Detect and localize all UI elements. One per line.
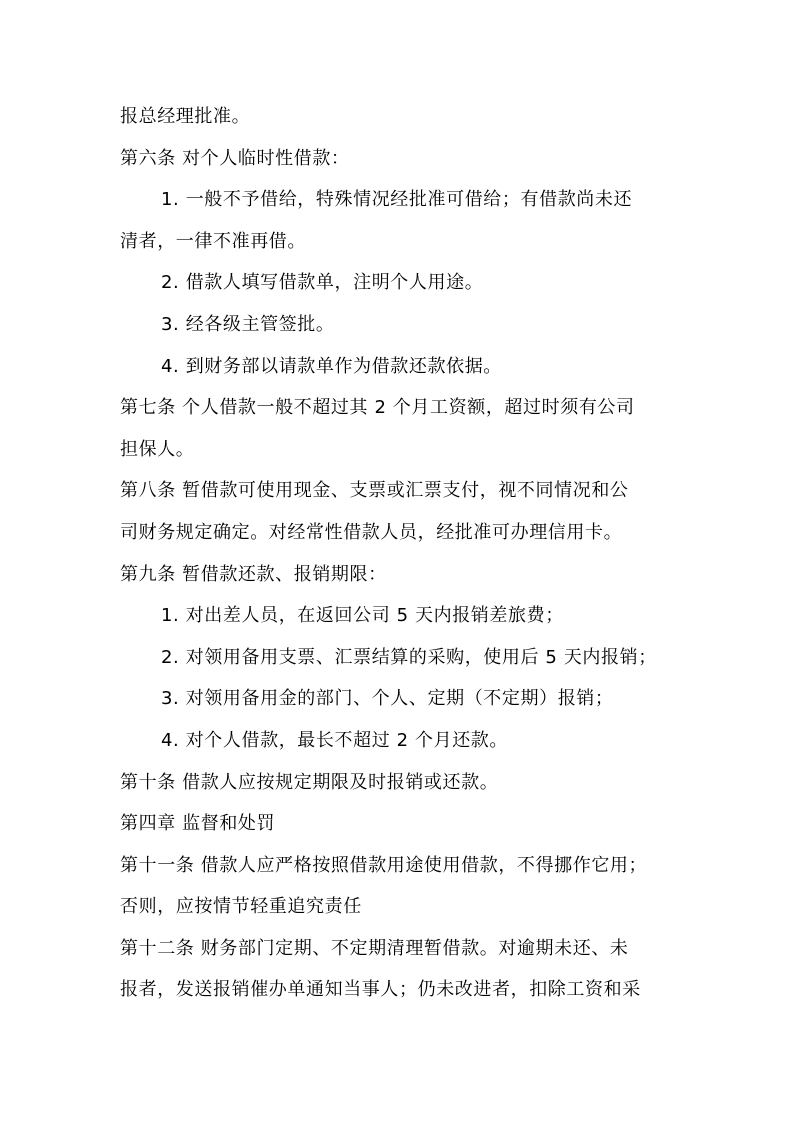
text-line: 司财务规定确定。对经常性借款人员，经批准可办理信用卡。 (120, 521, 623, 543)
article-8: 第八条 暂借款可使用现金、支票或汇票支付，视不同情况和公 (120, 480, 629, 502)
list-item: 3. 对领用备用金的部门、个人、定期（不定期）报销； (161, 688, 614, 710)
text-line: 报者，发送报销催办单通知当事人；仍未改进者，扣除工资和采 (120, 979, 641, 1001)
list-item: 2. 对领用备用支票、汇票结算的采购，使用后 5 天内报销； (161, 646, 657, 668)
article-7: 第七条 个人借款一般不超过其 2 个月工资额，超过时须有公司 (120, 397, 635, 419)
text-line: 清者，一律不准再借。 (120, 230, 306, 252)
list-item: 1. 一般不予借给，特殊情况经批准可借给；有借款尚未还 (161, 189, 633, 211)
list-item: 3. 经各级主管签批。 (161, 313, 335, 335)
list-item: 4. 到财务部以请款单作为借款还款依据。 (161, 355, 502, 377)
article-11: 第十一条 借款人应严格按照借款用途使用借款，不得挪作它用； (120, 854, 648, 876)
text-line: 报总经理批准。 (120, 106, 251, 127)
article-10: 第十条 借款人应按规定期限及时报销或还款。 (120, 771, 499, 793)
article-12: 第十二条 财务部门定期、不定期清理暂借款。对逾期未还、未 (120, 937, 629, 959)
document-body (120, 96, 680, 1011)
text-line: 担保人。 (120, 438, 195, 460)
article-6-heading: 第六条 对个人临时性借款： (120, 147, 350, 169)
chapter-4-heading: 第四章 监督和处罚 (120, 813, 276, 835)
list-item: 4. 对个人借款，最长不超过 2 个月还款。 (161, 729, 508, 751)
list-item: 2. 借款人填写借款单，注明个人用途。 (161, 272, 484, 294)
article-9-heading: 第九条 暂借款还款、报销期限： (120, 563, 387, 585)
text-line: 否则，应按情节轻重追究责任 (120, 896, 362, 918)
list-item: 1. 对出差人员，在返回公司 5 天内报销差旅费； (161, 605, 564, 627)
